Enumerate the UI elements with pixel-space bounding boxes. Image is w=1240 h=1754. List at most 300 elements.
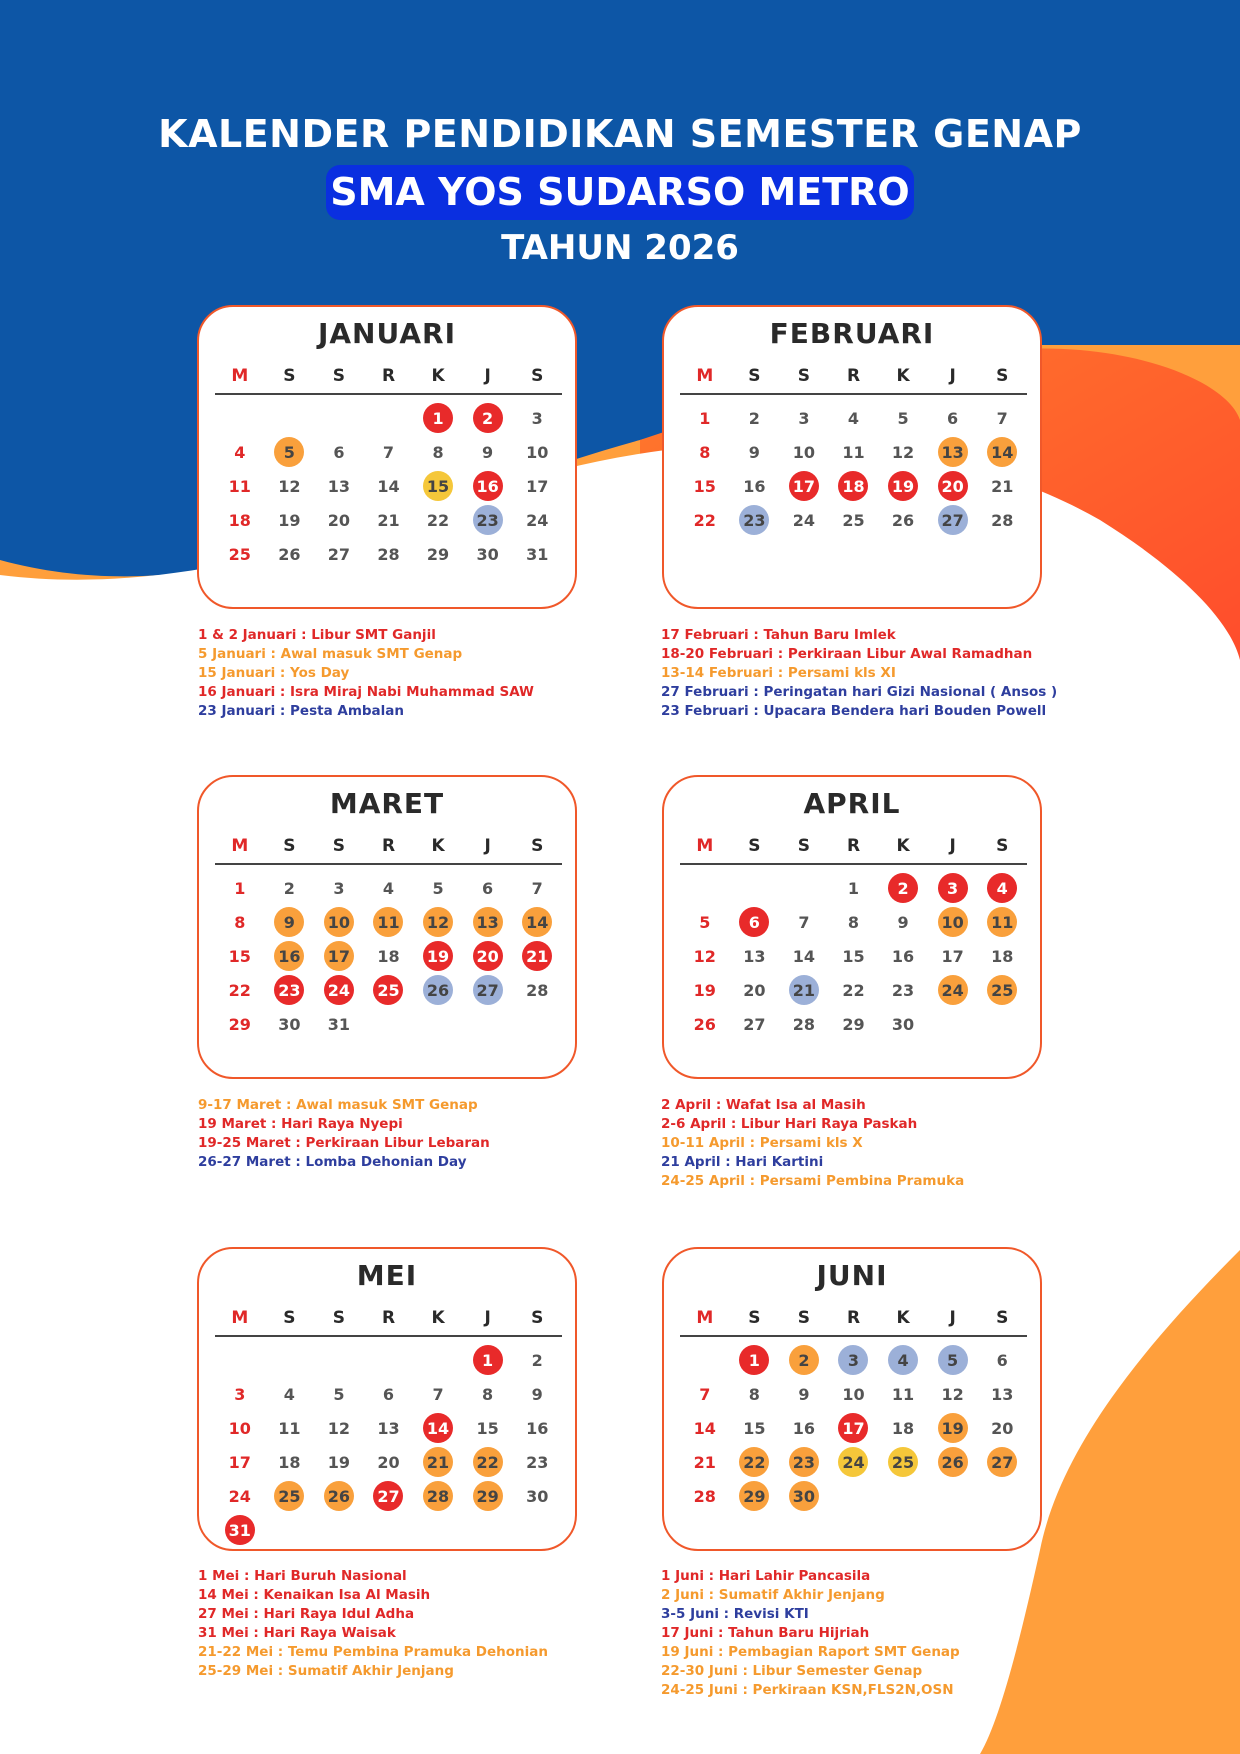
day-cell (413, 537, 463, 571)
day-cell (265, 469, 315, 503)
day-cell (314, 871, 364, 905)
day-number: 9 (482, 442, 494, 462)
notes-juni (661, 1567, 1061, 1700)
event-note: 3-5 Juni : Revisi KTI (661, 1606, 809, 1622)
day-cell (779, 1007, 829, 1041)
marked-day-number: 11 (987, 907, 1017, 937)
day-number: 30 (278, 1014, 301, 1034)
day-number: 15 (743, 1418, 766, 1438)
days-grid (215, 1343, 562, 1547)
day-number: 5 (699, 912, 711, 932)
day-cell (878, 435, 928, 469)
day-number: 1 (847, 878, 860, 898)
day-number: 23 (526, 1452, 549, 1472)
day-number: 10 (792, 442, 816, 462)
day-cell (265, 871, 315, 905)
day-cell (878, 1377, 928, 1411)
day-cell (730, 401, 780, 435)
day-number: 26 (891, 510, 915, 530)
day-cell (364, 973, 414, 1007)
day-number: 8 (234, 912, 246, 932)
day-cell (680, 469, 730, 503)
day-number: 7 (531, 878, 543, 898)
day-cell (413, 1479, 463, 1513)
weekday-label: S (748, 366, 761, 386)
event-note: 5 Januari : Awal masuk SMT Genap (198, 646, 463, 662)
day-number: 9 (897, 912, 909, 932)
day-cell (977, 1377, 1027, 1411)
event-note: 17 Februari : Tahun Baru Imlek (661, 627, 896, 643)
day-cell (364, 1445, 414, 1479)
day-number: 20 (377, 1452, 400, 1472)
day-cell (928, 1445, 978, 1479)
day-number: 24 (526, 510, 549, 530)
day-number: 5 (897, 408, 909, 428)
day-number: 5 (333, 1384, 345, 1404)
day-cell (730, 1007, 780, 1041)
calendar-grid (680, 365, 1027, 537)
weekday-label: M (231, 1308, 249, 1328)
weekday-label: S (332, 1308, 346, 1328)
day-cell (829, 939, 879, 973)
days-grid (680, 871, 1027, 1041)
day-cell (779, 1445, 829, 1479)
day-number: 16 (792, 1418, 816, 1438)
weekday-label: R (846, 1308, 861, 1328)
marked-day-number: 11 (373, 907, 403, 937)
day-number: 6 (947, 408, 959, 428)
empty-day-cell (413, 1343, 463, 1377)
empty-day-cell (314, 1343, 364, 1377)
day-cell (265, 1007, 315, 1041)
marked-day-number: 25 (987, 975, 1017, 1005)
day-number: 9 (798, 1384, 810, 1404)
day-cell (779, 1377, 829, 1411)
weekday-label: R (846, 836, 861, 856)
day-cell (215, 905, 265, 939)
day-cell (215, 1377, 265, 1411)
marked-day-number: 10 (324, 907, 354, 937)
day-cell (779, 469, 829, 503)
day-number: 4 (283, 1384, 295, 1404)
day-cell (463, 1479, 513, 1513)
page-title: KALENDER PENDIDIKAN SEMESTER GENAP (158, 112, 1082, 156)
notes-maret (198, 1096, 598, 1172)
day-number: 10 (842, 1384, 865, 1404)
day-number: 25 (842, 510, 865, 530)
notes-april (661, 1096, 1061, 1191)
day-cell (265, 537, 315, 571)
event-note: 19 Juni : Pembagian Raport SMT Genap (661, 1644, 960, 1660)
day-cell (779, 1479, 829, 1513)
day-cell (215, 537, 265, 571)
weekday-header (680, 1307, 1027, 1337)
weekday-label: S (283, 1308, 296, 1328)
day-number: 6 (996, 1350, 1008, 1370)
day-cell (463, 973, 513, 1007)
marked-day-number: 26 (938, 1447, 968, 1477)
marked-day-number: 22 (739, 1447, 769, 1477)
day-number: 14 (792, 946, 816, 966)
weekday-label: M (231, 836, 249, 856)
calendar-grid (680, 1307, 1027, 1513)
day-cell (265, 1411, 315, 1445)
day-cell (413, 1411, 463, 1445)
day-number: 8 (699, 442, 711, 462)
weekday-label: J (484, 366, 491, 386)
day-cell (730, 435, 780, 469)
day-number: 15 (842, 946, 865, 966)
day-cell (680, 1411, 730, 1445)
marked-day-number: 25 (888, 1447, 918, 1477)
day-number: 12 (693, 946, 716, 966)
day-number: 26 (693, 1014, 716, 1034)
day-cell (314, 1445, 364, 1479)
day-cell (878, 469, 928, 503)
day-number: 31 (327, 1014, 351, 1034)
notes-januari (198, 626, 598, 721)
day-number: 13 (327, 476, 351, 496)
day-cell (680, 973, 730, 1007)
day-number: 12 (278, 476, 301, 496)
weekday-label: K (896, 836, 910, 856)
day-cell (928, 469, 978, 503)
event-note: 22-30 Juni : Libur Semester Genap (661, 1663, 923, 1679)
weekday-label: S (996, 1308, 1009, 1328)
day-cell (680, 1007, 730, 1041)
calendar-grid (680, 835, 1027, 1041)
day-number: 2 (283, 878, 295, 898)
weekday-label: S (283, 366, 296, 386)
day-number: 11 (228, 476, 251, 496)
day-cell (265, 1479, 315, 1513)
marked-day-number: 26 (324, 1481, 354, 1511)
day-cell (512, 1445, 562, 1479)
days-grid (215, 401, 562, 571)
marked-day-number: 23 (789, 1447, 819, 1477)
day-number: 21 (693, 1452, 716, 1472)
day-cell (364, 1479, 414, 1513)
month-name: APRIL (803, 787, 901, 820)
empty-day-cell (680, 871, 730, 905)
empty-day-cell (215, 401, 265, 435)
marked-day-number: 20 (938, 471, 968, 501)
day-cell (512, 939, 562, 973)
day-cell (413, 1377, 463, 1411)
day-cell (878, 1411, 928, 1445)
day-cell (878, 1343, 928, 1377)
day-number: 18 (278, 1452, 301, 1472)
weekday-label: M (696, 836, 714, 856)
day-number: 18 (991, 946, 1014, 966)
day-cell (463, 1445, 513, 1479)
day-cell (878, 973, 928, 1007)
day-cell (413, 435, 463, 469)
weekday-label: M (696, 1308, 714, 1328)
day-cell (730, 503, 780, 537)
weekday-label: R (381, 1308, 396, 1328)
empty-day-cell (314, 401, 364, 435)
marked-day-number: 2 (473, 403, 503, 433)
event-note: 24-25 April : Persami Pembina Pramuka (661, 1173, 965, 1189)
day-cell (512, 973, 562, 1007)
marked-day-number: 3 (938, 873, 968, 903)
empty-day-cell (364, 1343, 414, 1377)
marked-day-number: 9 (274, 907, 304, 937)
day-number: 3 (333, 878, 345, 898)
day-cell (512, 1479, 562, 1513)
weekday-label: S (996, 836, 1009, 856)
day-cell (680, 1445, 730, 1479)
calendar-grid (215, 835, 562, 1041)
marked-day-number: 21 (522, 941, 552, 971)
day-number: 8 (432, 442, 444, 462)
weekday-label: M (696, 366, 714, 386)
day-cell (779, 1411, 829, 1445)
day-cell (314, 939, 364, 973)
month-name: FEBRUARI (769, 317, 935, 350)
day-cell (463, 503, 513, 537)
day-cell (977, 1411, 1027, 1445)
day-cell (512, 537, 562, 571)
day-cell (265, 973, 315, 1007)
day-cell (512, 435, 562, 469)
day-cell (364, 537, 414, 571)
day-number: 6 (333, 442, 345, 462)
weekday-label: S (332, 836, 346, 856)
calendar-grid (215, 1307, 562, 1547)
weekday-label: S (797, 366, 811, 386)
days-grid (680, 401, 1027, 537)
day-number: 29 (426, 544, 450, 564)
day-cell (512, 503, 562, 537)
day-cell (364, 435, 414, 469)
month-card-mei (197, 1247, 577, 1551)
marked-day-number: 6 (739, 907, 769, 937)
day-number: 30 (891, 1014, 915, 1034)
day-number: 15 (228, 946, 251, 966)
marked-day-number: 17 (789, 471, 819, 501)
marked-day-number: 16 (274, 941, 304, 971)
day-cell (928, 973, 978, 1007)
day-cell (463, 435, 513, 469)
marked-day-number: 28 (423, 1481, 453, 1511)
day-number: 21 (991, 476, 1014, 496)
day-number: 22 (693, 510, 716, 530)
day-cell (314, 1007, 364, 1041)
day-number: 18 (891, 1418, 915, 1438)
event-note: 23 Januari : Pesta Ambalan (198, 703, 405, 719)
weekday-label: K (896, 366, 910, 386)
weekday-header (215, 835, 562, 865)
day-cell (364, 939, 414, 973)
day-cell (215, 469, 265, 503)
day-number: 3 (234, 1384, 246, 1404)
day-cell (463, 1411, 513, 1445)
day-cell (314, 469, 364, 503)
day-number: 27 (327, 544, 351, 564)
event-note: 2-6 April : Libur Hari Raya Paskah (661, 1116, 918, 1132)
marked-day-number: 10 (938, 907, 968, 937)
weekday-label: S (531, 366, 544, 386)
weekday-label: K (431, 366, 445, 386)
day-number: 17 (228, 1452, 251, 1472)
day-cell (314, 435, 364, 469)
day-number: 5 (432, 878, 444, 898)
day-cell (215, 503, 265, 537)
marked-day-number: 16 (473, 471, 503, 501)
weekday-label: R (381, 366, 396, 386)
event-note: 14 Mei : Kenaikan Isa Al Masih (198, 1587, 431, 1603)
day-number: 28 (693, 1486, 716, 1506)
day-cell (779, 1343, 829, 1377)
day-cell (364, 1377, 414, 1411)
day-number: 22 (842, 980, 865, 1000)
day-cell (779, 973, 829, 1007)
weekday-label: K (431, 836, 445, 856)
day-cell (364, 871, 414, 905)
day-cell (512, 905, 562, 939)
day-number: 10 (228, 1418, 251, 1438)
day-cell (512, 1343, 562, 1377)
weekday-label: K (896, 1308, 910, 1328)
marked-day-number: 17 (324, 941, 354, 971)
day-cell (680, 905, 730, 939)
day-cell (928, 435, 978, 469)
day-cell (928, 401, 978, 435)
day-number: 10 (526, 442, 549, 462)
day-number: 7 (382, 442, 395, 462)
day-cell (413, 1445, 463, 1479)
weekday-label: J (949, 1308, 956, 1328)
weekday-label: K (431, 1308, 445, 1328)
day-cell (413, 871, 463, 905)
day-cell (829, 435, 879, 469)
day-number: 24 (792, 510, 816, 530)
marked-day-number: 24 (838, 1447, 868, 1477)
marked-day-number: 29 (739, 1481, 769, 1511)
day-cell (265, 435, 315, 469)
empty-day-cell (730, 871, 780, 905)
day-cell (364, 503, 414, 537)
day-cell (730, 1377, 780, 1411)
day-number: 8 (847, 912, 860, 932)
marked-day-number: 29 (473, 1481, 503, 1511)
marked-day-number: 12 (423, 907, 453, 937)
empty-day-cell (680, 1343, 730, 1377)
day-cell (829, 469, 879, 503)
weekday-label: J (949, 366, 956, 386)
weekday-label: M (231, 366, 249, 386)
day-cell (730, 1479, 780, 1513)
day-cell (779, 435, 829, 469)
marked-day-number: 14 (987, 437, 1017, 467)
day-number: 11 (891, 1384, 915, 1404)
day-cell (928, 1377, 978, 1411)
day-cell (364, 469, 414, 503)
day-number: 22 (426, 510, 450, 530)
day-cell (928, 871, 978, 905)
marked-day-number: 13 (473, 907, 503, 937)
day-cell (463, 871, 513, 905)
empty-day-cell (265, 401, 315, 435)
day-number: 7 (699, 1384, 711, 1404)
event-note: 27 Februari : Peringatan hari Gizi Nasional ( Ansos ) (661, 684, 1058, 700)
day-cell (829, 1377, 879, 1411)
day-number: 13 (743, 946, 766, 966)
day-cell (463, 939, 513, 973)
day-number: 4 (382, 878, 395, 898)
day-cell (829, 1445, 879, 1479)
day-cell (512, 871, 562, 905)
day-number: 30 (476, 544, 499, 564)
weekday-label: J (484, 1308, 491, 1328)
day-number: 26 (278, 544, 301, 564)
day-cell (829, 401, 879, 435)
day-cell (829, 973, 879, 1007)
weekday-label: R (846, 366, 861, 386)
marked-day-number: 24 (324, 975, 354, 1005)
event-note: 2 Juni : Sumatif Akhir Jenjang (661, 1587, 885, 1603)
day-number: 22 (228, 980, 251, 1000)
day-number: 19 (693, 980, 716, 1000)
month-name: JUNI (816, 1259, 888, 1292)
day-cell (314, 1411, 364, 1445)
day-cell (512, 1377, 562, 1411)
day-cell (977, 1343, 1027, 1377)
day-cell (680, 1377, 730, 1411)
weekday-label: S (531, 836, 544, 856)
day-cell (878, 939, 928, 973)
day-cell (829, 1007, 879, 1041)
day-cell (878, 401, 928, 435)
marked-day-number: 31 (225, 1515, 255, 1545)
day-number: 28 (991, 510, 1014, 530)
event-note: 31 Mei : Hari Raya Waisak (198, 1625, 396, 1641)
weekday-header (680, 365, 1027, 395)
day-cell (977, 939, 1027, 973)
day-number: 31 (526, 544, 549, 564)
day-number: 29 (228, 1014, 251, 1034)
day-cell (779, 939, 829, 973)
day-cell (878, 871, 928, 905)
day-cell (829, 1343, 879, 1377)
day-cell (730, 1343, 780, 1377)
marked-day-number: 5 (274, 437, 304, 467)
marked-day-number: 3 (838, 1345, 868, 1375)
marked-day-number: 4 (888, 1345, 918, 1375)
day-cell (730, 1445, 780, 1479)
weekday-label: R (381, 836, 396, 856)
day-cell (215, 939, 265, 973)
notes-mei (198, 1567, 598, 1681)
day-number: 20 (743, 980, 766, 1000)
day-cell (829, 503, 879, 537)
marked-day-number: 30 (789, 1481, 819, 1511)
day-cell (928, 1411, 978, 1445)
marked-day-number: 27 (473, 975, 503, 1005)
weekday-label: S (283, 836, 296, 856)
weekday-label: S (531, 1308, 544, 1328)
day-cell (928, 905, 978, 939)
day-cell (314, 1377, 364, 1411)
marked-day-number: 21 (789, 975, 819, 1005)
day-number: 2 (748, 408, 760, 428)
day-number: 17 (941, 946, 964, 966)
day-cell (463, 1343, 513, 1377)
days-grid (680, 1343, 1027, 1513)
day-cell (829, 905, 879, 939)
